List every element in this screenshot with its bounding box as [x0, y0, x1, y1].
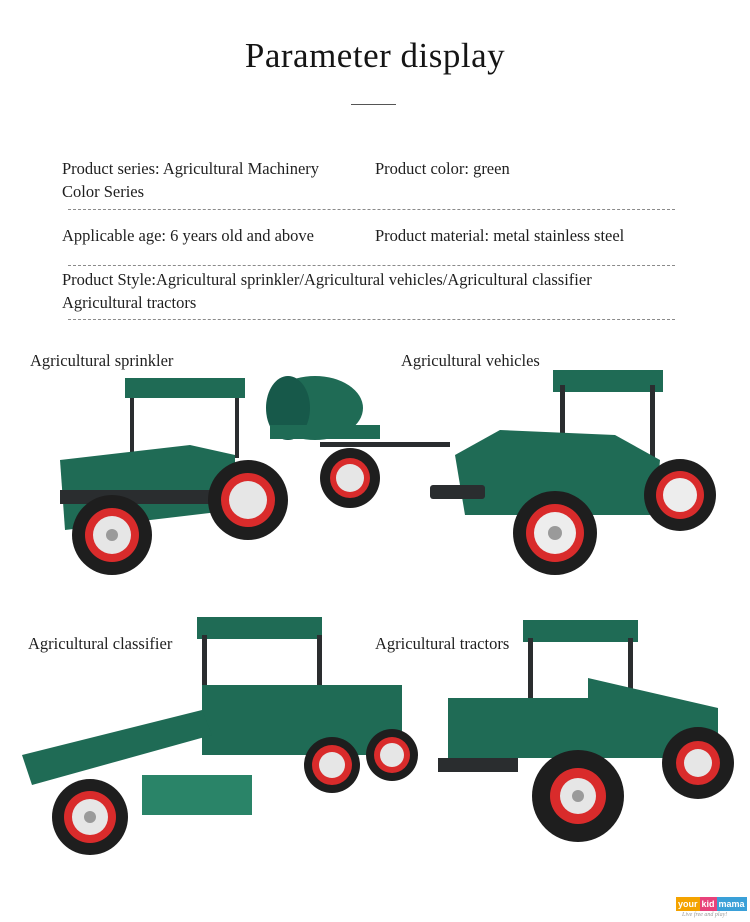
caption-classifier: Agricultural classifier: [28, 634, 173, 653]
tractors-image: [428, 618, 738, 853]
param-color: Product color: green: [375, 159, 510, 178]
param-style: Product Style:Agricultural sprinkler/Agricultural vehicles/Agricultural classifier: [62, 270, 592, 289]
param-series-cont: Color Series: [62, 182, 145, 201]
param-series: Product series: Agricultural Machinery: [62, 159, 320, 178]
watermark-tagline: Live free and play!: [682, 912, 728, 918]
divider: [68, 265, 675, 266]
divider: [68, 319, 675, 320]
page-title: Parameter display: [244, 36, 506, 75]
caption-sprinkler: Agricultural sprinkler: [30, 351, 174, 370]
classifier-image: [12, 615, 422, 865]
param-age: Applicable age: 6 years old and above: [62, 226, 314, 245]
param-material: Product material: metal stainless steel: [375, 226, 625, 245]
logo-part: kid: [701, 899, 715, 909]
caption-vehicles: Agricultural vehicles: [401, 351, 540, 370]
sprinkler-image: [20, 370, 450, 585]
logo-part: your: [678, 899, 698, 909]
watermark-logo: [676, 897, 745, 911]
caption-tractors: Agricultural tractors: [375, 634, 510, 653]
divider: [68, 209, 675, 210]
title-underline: [351, 104, 396, 105]
vehicles-image: [425, 365, 725, 580]
param-style-cont: Agricultural tractors: [62, 293, 197, 312]
logo-part: mama: [718, 899, 745, 909]
